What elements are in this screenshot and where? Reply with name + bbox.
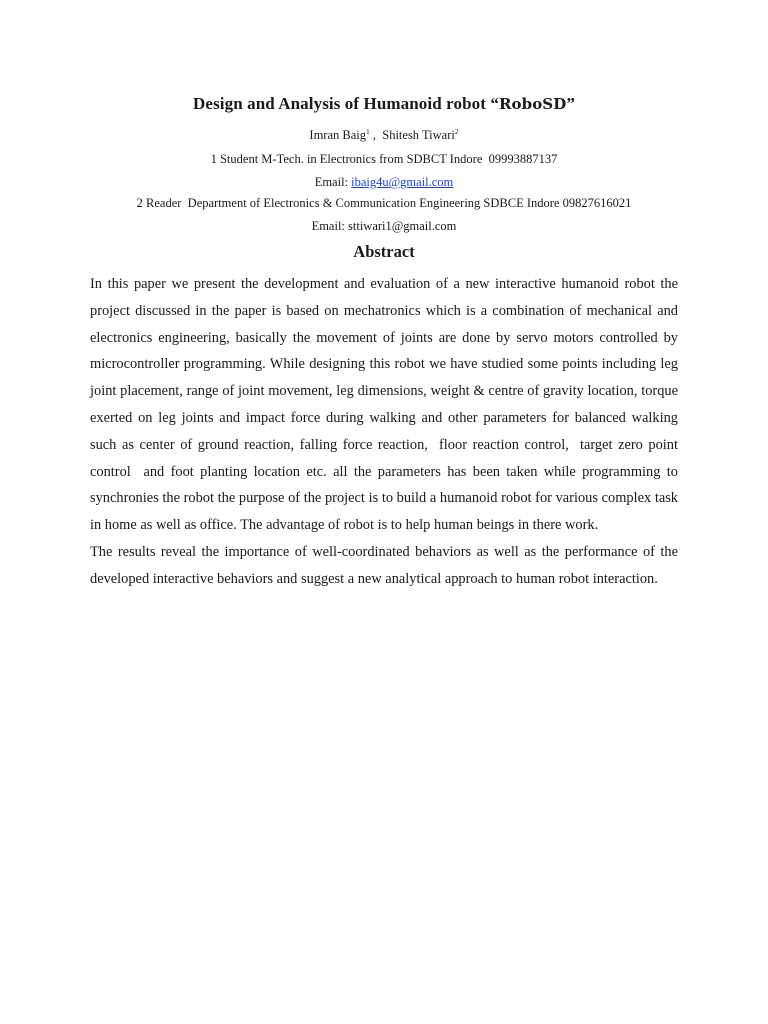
abstract-heading: Abstract [353,242,415,261]
title-robot-name: RoboSD [498,95,567,113]
abstract-body [90,271,689,593]
email-line-2: Email: sttiwari1@gmail.com [311,219,457,233]
author-2-name: Shitesh Tiwari [382,128,455,142]
author-list [0,128,768,143]
abstract-paragraph-1: In this paper we present the development and evaluation of a new interactive humanoid robot the project discussed in the paper is based on mechatronics which is a combination of mechanical and electronics engineering, basically the movement of joints are done by servo motors controlled by microcontroller programming. While designing this robot we have studied some points including leg joint placement, range of joint movement, leg dimensions, weight & centre of gravity location, torque exerted on leg joints and impact force during walking and other parameters for balanced walking such as center of ground reaction, falling force reaction, floor reaction control, target zero point control and foot planting location etc. all the parameters has been taken while programming to synchronies the robot the purpose of the project is to build a humanoid robot for various complex task in home as well as office. The advantage of robot is to help human beings in there work. [90,276,689,534]
author-1-name: Imran Baig [309,128,366,142]
author-2-superscript: 2 [454,126,459,136]
email-1-label: Email: [314,175,352,189]
author-separator: , [369,128,383,142]
author-1-superscript: 1 [366,126,370,136]
email-1-link[interactable]: ibaig4u@gmail.com [351,175,454,189]
affiliation-1: 1 Student M-Tech. in Electronics from SDBCT Indore 09993887137 [210,152,558,166]
affiliation-2: 2 Reader Department of Electronics & Communication Engineering SDBCE Indore 09827616021 [136,196,632,210]
title-main-text: Design and Analysis of Humanoid robot “ [193,94,499,113]
abstract-paragraph-2: The results reveal the importance of well-coordinated behaviors as well as the performance of the developed interactive behaviors and suggest a new analytical approach to human robot interaction. [90,543,678,587]
paper-title [0,94,768,114]
title-close-quote: ” [566,94,575,113]
email-line-1 [0,175,768,190]
